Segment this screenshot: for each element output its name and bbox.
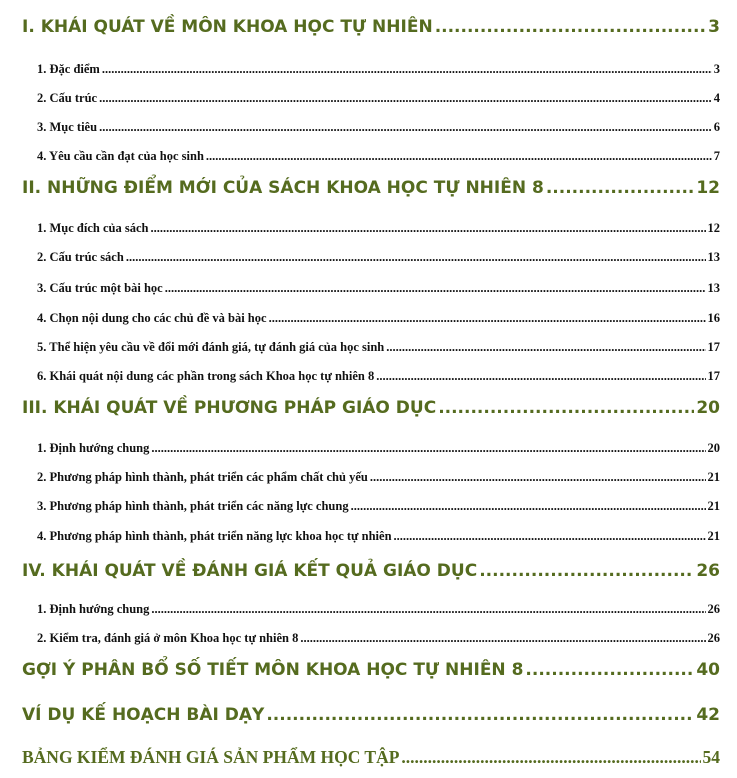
toc-entry[interactable] [37,470,720,485]
dot-leader [269,311,706,326]
dot-leader [525,660,694,680]
toc-entry[interactable] [37,250,720,265]
toc-entry-page: 12 [707,221,720,235]
toc-entry-title: 6. Khái quát nội dung các phần trong sách Khoa học tự nhiên 8 [37,369,375,383]
toc-heading-title: II. NHỮNG ĐIỂM MỚI CỦA SÁCH KHOA HỌC TỰ NHIÊN 8 [22,178,544,198]
toc-entry-page: 3 [713,62,720,76]
toc-entry-title: 3. Phương pháp hình thành, phát triển các năng lực chung [37,499,349,513]
toc-entry-title: 4. Yêu cầu cần đạt của học sinh [37,149,204,163]
dot-leader [479,561,694,581]
toc-entry-page: 17 [707,340,720,354]
toc-entry[interactable] [37,281,720,296]
toc-heading-page: 26 [696,561,720,581]
toc-entry[interactable] [37,149,720,164]
toc-entry-page: 16 [707,311,720,325]
toc-heading-6[interactable] [22,705,720,725]
toc-heading-title: IV. KHÁI QUÁT VỀ ĐÁNH GIÁ KẾT QUẢ GIÁO DỤC [22,561,478,581]
toc-entry-title: 1. Định hướng chung [37,441,150,455]
toc-entry[interactable] [37,529,720,544]
toc-heading-3[interactable] [22,398,720,418]
toc-entry-title: 5. Thể hiện yêu cầu về đổi mới đánh giá, tự đánh giá của học sinh [37,340,385,354]
toc-heading-page: 54 [702,747,720,767]
toc-entry-title: 2. Cấu trúc [37,91,98,105]
dot-leader [401,747,700,768]
toc-heading-title: VÍ DỤ KẾ HOẠCH BÀI DẠY [22,705,265,725]
toc-entry[interactable] [37,91,720,106]
dot-leader [438,398,694,418]
toc-entry[interactable] [37,340,720,355]
toc-entry[interactable] [37,499,720,514]
dot-leader [206,149,712,164]
toc-entry-page: 21 [707,499,720,513]
toc-entry-page: 21 [707,470,720,484]
toc-entry-page: 20 [707,441,720,455]
toc-entry-title: 1. Đặc điểm [37,62,100,76]
dot-leader [300,631,705,646]
dot-leader [126,250,706,265]
toc-entry-title: 1. Định hướng chung [37,602,150,616]
toc-heading-7[interactable] [22,747,720,768]
dot-leader [394,529,706,544]
dot-leader [351,499,706,514]
toc-heading-page: 3 [708,17,720,37]
toc-entry-page: 26 [707,631,720,645]
toc-heading-5[interactable] [22,660,720,680]
toc-entry[interactable] [37,311,720,326]
toc-entry-title: 2. Phương pháp hình thành, phát triển các phẩm chất chủ yếu [37,470,368,484]
toc-entry-page: 17 [707,369,720,383]
toc-entry[interactable] [37,631,720,646]
toc-entry-title: 2. Kiểm tra, đánh giá ở môn Khoa học tự nhiên 8 [37,631,299,645]
toc-heading-4[interactable] [22,561,720,581]
dot-leader [370,470,706,485]
dot-leader [386,340,705,355]
toc-entry[interactable] [37,602,720,617]
dot-leader [165,281,706,296]
toc-entry-title: 4. Phương pháp hình thành, phát triển năng lực khoa học tự nhiên [37,529,392,543]
toc-heading-title: III. KHÁI QUÁT VỀ PHƯƠNG PHÁP GIÁO DỤC [22,398,437,418]
dot-leader [99,120,712,135]
dot-leader [546,178,695,198]
toc-heading-page: 40 [696,660,720,680]
toc-entry[interactable] [37,369,720,384]
dot-leader [376,369,705,384]
dot-leader [435,17,706,37]
toc-entry-page: 21 [707,529,720,543]
dot-leader [150,221,705,236]
toc-entry-title: 4. Chọn nội dung cho các chủ đề và bài học [37,311,267,325]
toc-entry[interactable] [37,221,720,236]
toc-entry-page: 4 [713,91,720,105]
toc-entry-page: 7 [713,149,720,163]
toc-heading-1[interactable] [22,17,720,37]
dot-leader [102,62,712,77]
toc-heading-page: 20 [696,398,720,418]
toc-entry[interactable] [37,441,720,456]
toc-entry-title: 1. Mục đích của sách [37,221,149,235]
dot-leader [99,91,712,106]
toc-heading-title: BẢNG KIỂM ĐÁNH GIÁ SẢN PHẨM HỌC TẬP [22,747,400,767]
toc-entry-page: 26 [707,602,720,616]
toc-entry-page: 6 [713,120,720,134]
toc-heading-2[interactable] [22,178,720,198]
toc-entry-title: 2. Cấu trúc sách [37,250,124,264]
dot-leader [266,705,694,725]
dot-leader [151,602,705,617]
toc-entry-page: 13 [707,281,720,295]
toc-entry-page: 13 [707,250,720,264]
toc-heading-page: 12 [696,178,720,198]
toc-heading-page: 42 [696,705,720,725]
toc-entry-title: 3. Cấu trúc một bài học [37,281,163,295]
dot-leader [151,441,705,456]
toc-entry-title: 3. Mục tiêu [37,120,98,134]
toc-heading-title: GỢI Ý PHÂN BỔ SỐ TIẾT MÔN KHOA HỌC TỰ NHIÊN 8 [22,660,524,680]
toc-heading-title: I. KHÁI QUÁT VỀ MÔN KHOA HỌC TỰ NHIÊN [22,17,433,37]
toc-entry[interactable] [37,120,720,135]
toc-entry[interactable] [37,62,720,77]
